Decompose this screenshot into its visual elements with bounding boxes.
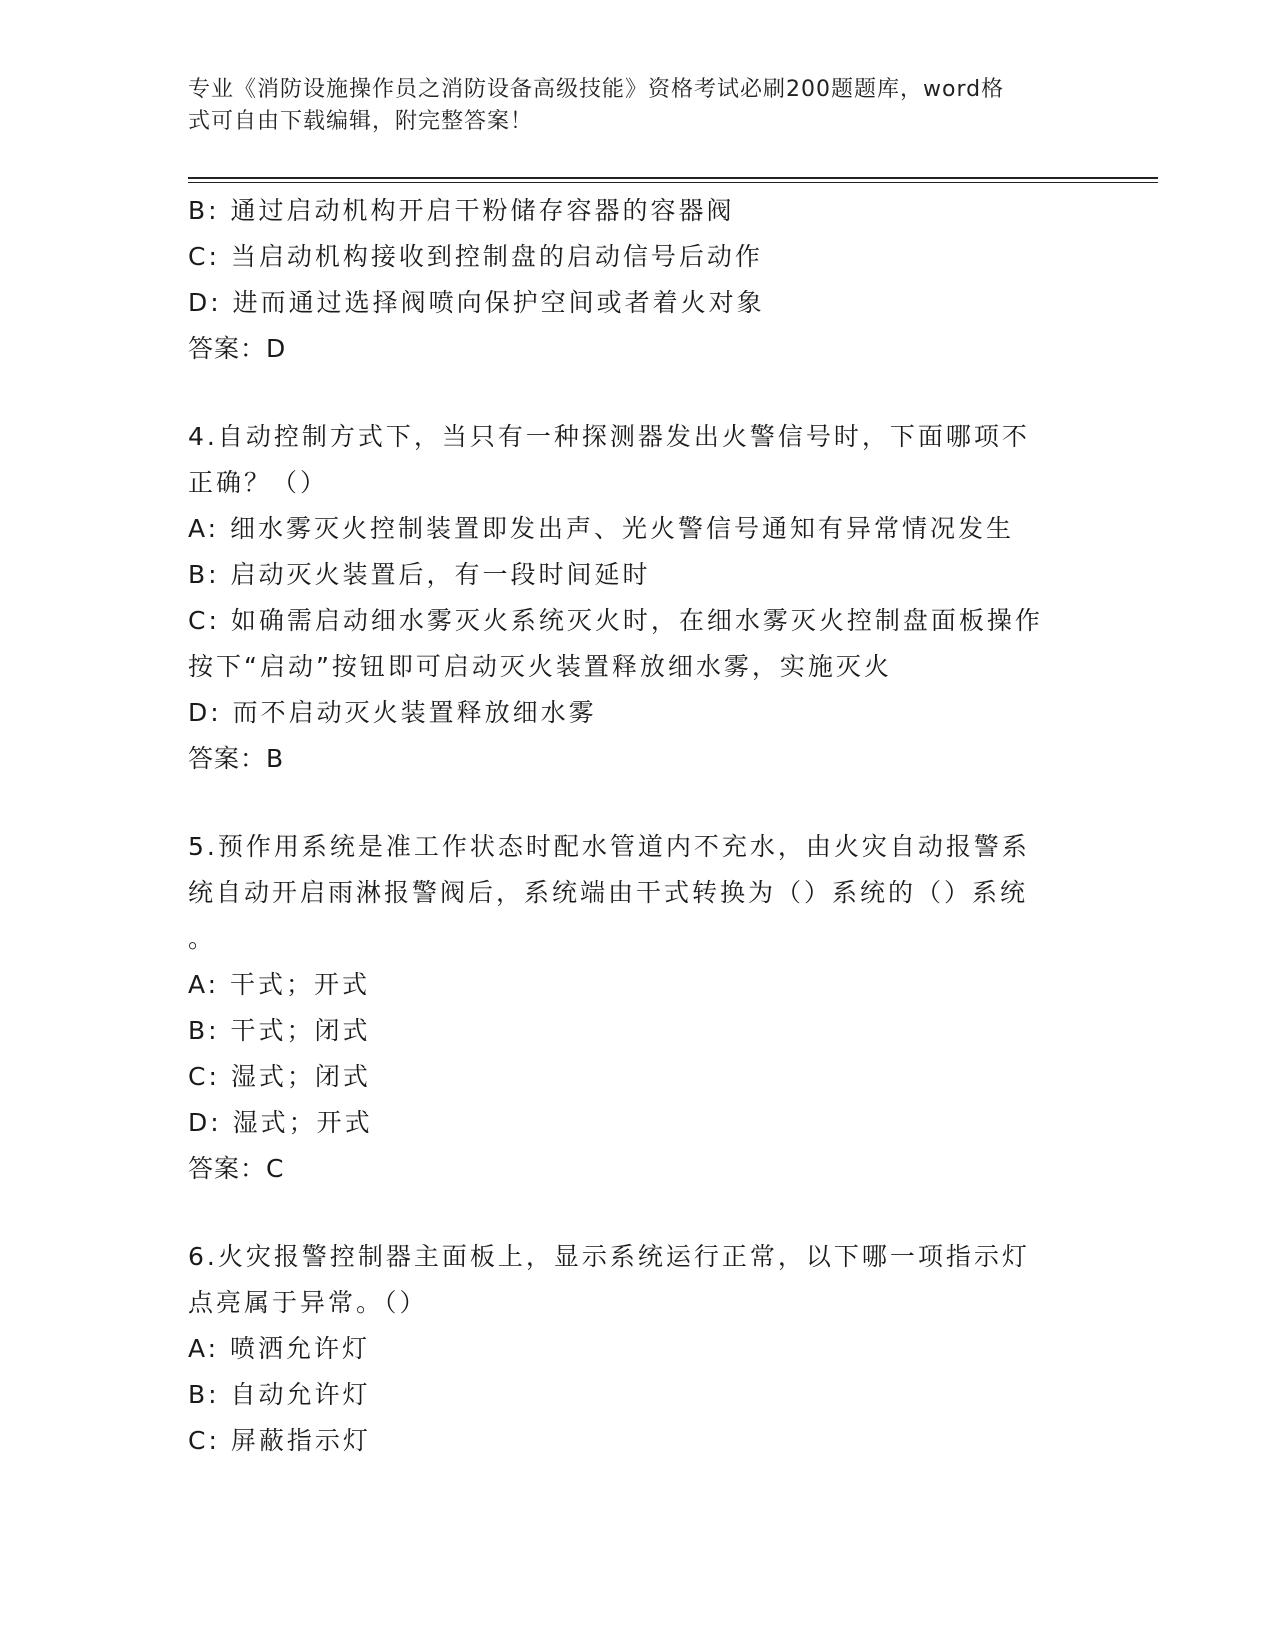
spacer bbox=[188, 782, 1088, 824]
spacer bbox=[188, 1192, 1088, 1234]
question-4 bbox=[188, 414, 1088, 782]
q4-answer: 答案：B bbox=[188, 744, 285, 773]
q5-stem-line-3: 。 bbox=[188, 924, 217, 953]
header-line-2: 式可自由下载编辑，附完整答案！ bbox=[188, 109, 534, 134]
header-line-1: 专业《消防设施操作员之消防设备高级技能》资格考试必刷200题题库，word格 bbox=[188, 77, 1005, 102]
spacer bbox=[188, 372, 1088, 414]
q3-option-d: D: 进而通过选择阀喷向保护空间或者着火对象 bbox=[188, 288, 765, 317]
q5-option-c: C: 湿式；闭式 bbox=[188, 1062, 371, 1091]
q5-stem-line-1: 5.预作用系统是准工作状态时配水管道内不充水，由火灾自动报警系 bbox=[188, 832, 1030, 861]
question-list bbox=[188, 188, 1088, 1464]
header-divider-thin bbox=[188, 182, 1158, 183]
q4-option-c-line-2: 按下“启动”按钮即可启动灭火装置释放细水雾，实施灭火 bbox=[188, 652, 892, 681]
q6-option-b: B: 自动允许灯 bbox=[188, 1380, 371, 1409]
q4-option-c-line-1: C: 如确需启动细水雾灭火系统灭火时，在细水雾灭火控制盘面板操作 bbox=[188, 606, 1043, 635]
question-6 bbox=[188, 1234, 1088, 1464]
q3-answer: 答案：D bbox=[188, 334, 287, 363]
q6-option-a: A: 喷洒允许灯 bbox=[188, 1334, 371, 1363]
q4-option-b: B: 启动灭火装置后，有一段时间延时 bbox=[188, 560, 651, 589]
q6-stem-line-2: 点亮属于异常。（） bbox=[188, 1288, 428, 1317]
question-3-tail bbox=[188, 188, 1088, 372]
q4-stem-line-1: 4.自动控制方式下，当只有一种探测器发出火警信号时，下面哪项不 bbox=[188, 422, 1030, 451]
q3-option-b: B: 通过启动机构开启干粉储存容器的容器阀 bbox=[188, 196, 735, 225]
header-divider-thick bbox=[188, 177, 1158, 179]
q5-option-b: B: 干式；闭式 bbox=[188, 1016, 371, 1045]
document-header bbox=[188, 74, 1068, 138]
q5-stem-line-2: 统自动开启雨淋报警阀后，系统端由干式转换为（）系统的（）系统 bbox=[188, 878, 1029, 907]
question-5 bbox=[188, 824, 1088, 1192]
q5-option-a: A: 干式；开式 bbox=[188, 970, 371, 999]
q6-option-c: C: 屏蔽指示灯 bbox=[188, 1426, 371, 1455]
q4-option-a: A: 细水雾灭火控制装置即发出声、光火警信号通知有异常情况发生 bbox=[188, 514, 1015, 543]
q4-stem-line-2: 正确？（） bbox=[188, 468, 329, 497]
q5-option-d: D: 湿式；开式 bbox=[188, 1108, 373, 1137]
q5-answer: 答案：C bbox=[188, 1154, 285, 1183]
q4-option-d: D: 而不启动灭火装置释放细水雾 bbox=[188, 698, 597, 727]
q3-option-c: C: 当启动机构接收到控制盘的启动信号后动作 bbox=[188, 242, 763, 271]
q6-stem-line-1: 6.火灾报警控制器主面板上，显示系统运行正常，以下哪一项指示灯 bbox=[188, 1242, 1030, 1271]
